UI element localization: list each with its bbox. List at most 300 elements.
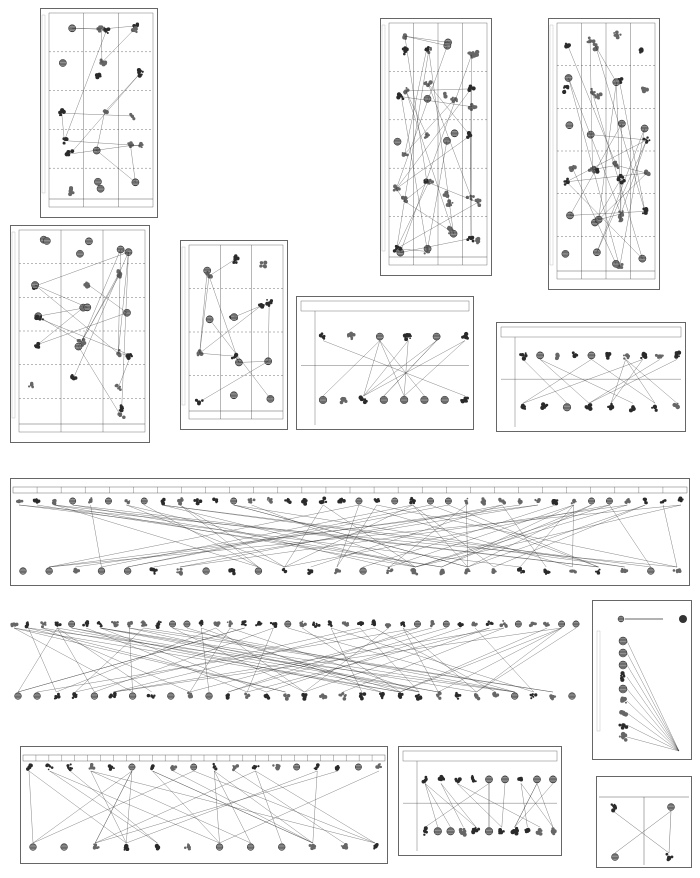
emblem-icon (177, 497, 184, 505)
emblem-icon (33, 498, 41, 504)
emblem-icon (511, 693, 518, 700)
link-line (428, 84, 471, 197)
emblem-icon (498, 828, 505, 834)
emblem-icon (629, 405, 636, 412)
emblem-icon (441, 396, 449, 404)
link-line (441, 783, 463, 827)
link-line (384, 341, 437, 396)
emblem-icon (619, 685, 627, 693)
emblem-icon (588, 352, 595, 359)
emblem-icon (319, 396, 327, 404)
link-line (323, 341, 465, 396)
table-diagram (6, 600, 584, 718)
emblem-icon (116, 349, 121, 357)
link-line (337, 505, 377, 567)
emblem-icon (517, 777, 523, 782)
link-line (89, 285, 127, 313)
emblem-icon (595, 569, 601, 575)
emblem-icon (498, 498, 506, 505)
link-line (49, 505, 538, 567)
emblem-icon (360, 568, 367, 575)
link-line (228, 628, 446, 692)
emblem-icon (607, 403, 614, 411)
emblem-icon (129, 693, 136, 700)
emblem-icon (115, 384, 122, 391)
emblem-icon (385, 623, 391, 628)
emblem-icon (141, 620, 148, 627)
emblem-icon (125, 353, 133, 360)
link-line (37, 628, 417, 692)
link-line (62, 113, 65, 140)
link-line (404, 201, 449, 230)
link-line (597, 140, 647, 252)
emblem-icon (434, 827, 442, 835)
emblem-icon (76, 250, 83, 257)
link-line (396, 89, 471, 189)
table-diagram (297, 297, 473, 429)
table-sheet-6 (296, 296, 474, 430)
emblem-icon (400, 396, 408, 404)
link-line (570, 124, 622, 216)
emblem-icon (184, 843, 191, 850)
emblem-icon (193, 498, 202, 505)
table-diagram (497, 323, 685, 431)
table-sheet-2 (380, 18, 492, 276)
link-line (627, 737, 679, 751)
table-diagram (41, 9, 157, 217)
emblem-icon (52, 499, 57, 505)
emblem-icon (228, 568, 235, 575)
emblem-icon (605, 352, 611, 360)
link-line (566, 173, 646, 182)
link-line (81, 249, 120, 342)
link-line (397, 181, 429, 248)
link-line (627, 653, 679, 751)
emblem-icon (337, 498, 346, 504)
emblem-icon (551, 499, 558, 505)
link-line (380, 341, 425, 396)
link-line (210, 319, 271, 399)
emblem-icon (555, 353, 560, 361)
emblem-icon (68, 621, 74, 627)
emblem-icon (620, 568, 628, 573)
link-line (19, 505, 677, 567)
emblem-icon (149, 567, 157, 574)
emblem-icon (212, 497, 218, 503)
emblem-icon (356, 498, 362, 504)
table-sheet-12 (398, 746, 562, 856)
emblem-icon (155, 621, 161, 630)
emblem-icon (569, 569, 577, 573)
side-caption (182, 247, 185, 405)
emblem-icon (95, 73, 102, 80)
link-line (502, 505, 546, 567)
emblem-icon (433, 333, 440, 340)
link-line (540, 359, 633, 403)
link-line (78, 347, 120, 416)
link-line (323, 505, 415, 567)
link-line (100, 628, 266, 692)
emblem-icon (543, 622, 550, 627)
emblem-icon (341, 843, 348, 850)
emblem-icon (534, 498, 540, 503)
link-line (374, 628, 495, 692)
emblem-icon (639, 47, 644, 53)
emblem-icon (678, 496, 684, 502)
emblem-icon (314, 763, 320, 770)
emblem-icon (105, 498, 111, 504)
emblem-icon (501, 776, 508, 783)
table-diagram (181, 241, 287, 429)
link-line (91, 771, 127, 843)
link-line (397, 202, 478, 248)
link-line (364, 341, 380, 396)
emblem-icon (91, 693, 98, 700)
emblem-icon (187, 692, 193, 699)
emblem-icon (641, 125, 648, 132)
link-line (73, 505, 599, 567)
link-line (596, 46, 645, 211)
emblem-icon (392, 498, 398, 504)
link-line (442, 505, 574, 567)
table-sheet-8 (10, 478, 690, 586)
link-line (404, 341, 465, 396)
table-sheet-7 (496, 322, 686, 432)
emblem-icon (475, 198, 482, 207)
emblem-icon (403, 333, 412, 341)
emblem-icon (379, 692, 385, 699)
emblem-icon (623, 353, 630, 360)
emblem-icon (618, 723, 628, 729)
emblem-icon (340, 397, 348, 404)
table-sheet-4 (10, 225, 150, 443)
emblem-icon (338, 692, 346, 701)
emblem-icon (97, 621, 103, 627)
emblem-icon (530, 693, 538, 699)
emblem-icon (117, 412, 125, 419)
link-line (18, 628, 245, 692)
emblem-icon (380, 396, 388, 404)
link-line (266, 628, 460, 692)
link-line (572, 168, 616, 264)
table-diagram (549, 19, 659, 289)
emblem-icon (612, 854, 619, 861)
emblem-icon (26, 763, 33, 770)
link-line (50, 771, 158, 843)
emblem-icon (519, 352, 527, 360)
link-line (627, 677, 679, 751)
emblem-icon (203, 568, 210, 575)
emblem-icon (272, 764, 280, 771)
emblem-icon (43, 237, 50, 244)
link-line (615, 811, 671, 853)
emblem-icon (111, 621, 119, 627)
emblem-icon (562, 85, 569, 94)
emblem-icon (375, 763, 382, 769)
emblem-icon (606, 498, 612, 504)
link-line (126, 505, 284, 567)
emblem-icon (124, 499, 130, 504)
emblem-icon (28, 382, 34, 388)
emblem-icon (564, 43, 571, 49)
emblem-icon (640, 352, 647, 359)
emblem-icon (161, 498, 166, 506)
emblem-icon (524, 828, 530, 834)
emblem-icon (230, 392, 237, 399)
emblem-icon (461, 332, 469, 340)
table-diagram (381, 19, 491, 275)
link-line (396, 189, 404, 201)
side-caption (42, 15, 45, 193)
link-line (33, 771, 132, 843)
link-line (406, 91, 454, 234)
emblem-icon (660, 499, 667, 503)
emblem-icon (225, 693, 229, 699)
link-line (405, 98, 455, 154)
link-line (404, 341, 408, 396)
link-line (57, 628, 419, 692)
side-caption (382, 25, 385, 251)
emblem-icon (655, 354, 664, 359)
table-sheet-10 (592, 600, 692, 760)
link-line (415, 505, 681, 567)
emblem-icon (34, 693, 41, 700)
emblem-icon (30, 844, 37, 851)
emblem-icon (510, 827, 519, 836)
header-row (301, 301, 469, 311)
emblem-icon (430, 620, 435, 627)
emblem-icon (248, 498, 256, 504)
emblem-icon (533, 776, 540, 783)
link-line (669, 811, 671, 853)
emblem-icon (65, 149, 75, 156)
link-line (364, 341, 437, 396)
link-line (425, 783, 451, 827)
link-line (14, 628, 400, 692)
link-line (406, 89, 471, 91)
emblem-icon (647, 568, 654, 575)
emblem-icon (423, 826, 428, 836)
link-line (214, 771, 313, 843)
link-line (471, 55, 472, 239)
emblem-icon (618, 210, 624, 217)
side-caption (12, 232, 15, 418)
link-line (209, 259, 235, 276)
emblem-icon (15, 693, 22, 700)
emblem-icon (355, 764, 361, 770)
link-line (200, 353, 236, 356)
link-line (523, 359, 591, 403)
table-sheet-5 (180, 240, 288, 430)
table-diagram (597, 777, 691, 867)
emblem-icon (252, 765, 260, 770)
link-line (448, 505, 598, 567)
link-line (128, 505, 449, 567)
link-line (627, 689, 679, 751)
emblem-icon (427, 498, 433, 504)
link-line (64, 30, 106, 141)
emblem-icon (455, 692, 462, 700)
emblem-icon (307, 569, 313, 575)
link-line (466, 505, 467, 567)
link-line (154, 505, 538, 567)
emblem-icon (445, 498, 451, 504)
emblem-icon (167, 693, 174, 700)
link-line (38, 308, 84, 345)
link-line (200, 271, 208, 354)
link-line (523, 359, 643, 403)
emblem-icon (169, 621, 175, 627)
emblem-icon (61, 844, 68, 851)
link-line (627, 713, 679, 751)
emblem-icon (588, 498, 594, 504)
table-diagram (11, 226, 149, 442)
emblem-icon (594, 92, 603, 99)
emblem-icon (486, 621, 494, 627)
emblem-icon (255, 621, 262, 627)
emblem-icon (68, 186, 74, 196)
link-line (118, 249, 120, 353)
emblem-icon (119, 404, 124, 412)
table-frame (19, 230, 145, 432)
link-line (397, 50, 429, 248)
table-sheet-1 (40, 8, 158, 218)
emblem-icon (124, 844, 130, 851)
emblem-icon (342, 621, 349, 626)
link-line (619, 80, 645, 211)
emblem-icon (619, 661, 627, 669)
emblem-icon (247, 844, 254, 851)
emblem-icon (439, 569, 445, 576)
emblem-icon (668, 804, 675, 811)
emblem-icon (517, 567, 525, 574)
link-line (228, 628, 417, 692)
emblem-icon (520, 404, 526, 410)
link-line (29, 771, 33, 843)
emblem-icon (620, 697, 627, 704)
link-line (38, 316, 81, 342)
emblem-icon (566, 122, 573, 129)
link-line (38, 307, 87, 316)
emblem-icon (69, 498, 75, 504)
emblem-icon (319, 497, 327, 505)
link-line (570, 211, 645, 215)
link-line (18, 628, 57, 692)
table-sheet-9 (6, 600, 584, 718)
emblem-icon (66, 763, 73, 771)
emblem-icon (72, 692, 78, 699)
table-sheet-3 (548, 18, 660, 290)
link-line (566, 140, 646, 182)
emblem-icon (468, 103, 478, 111)
emblem-icon (227, 620, 233, 627)
emblem-icon (620, 671, 625, 682)
link-line (405, 36, 447, 46)
emblem-icon (230, 313, 237, 320)
emblem-icon (141, 498, 147, 504)
link-line (523, 359, 567, 403)
emblem-icon (423, 80, 432, 87)
emblem-icon (643, 498, 648, 505)
link-line (73, 505, 442, 567)
emblem-icon (481, 497, 486, 505)
emblem-icon (31, 281, 38, 288)
link-line (173, 628, 515, 692)
table-diagram (11, 479, 689, 585)
link-line (566, 182, 642, 259)
emblem-icon (673, 568, 682, 573)
link-line (537, 783, 553, 827)
emblem-icon (334, 568, 341, 574)
emblem-icon (97, 185, 104, 192)
emblem-icon (651, 405, 658, 412)
emblem-icon (443, 92, 448, 99)
emblem-icon (137, 68, 144, 78)
link-line (428, 84, 470, 136)
link-line (468, 505, 645, 567)
emblem-icon (85, 238, 92, 245)
table-diagram (399, 747, 561, 855)
emblem-icon (400, 621, 405, 627)
emblem-icon (443, 191, 450, 198)
emblem-icon (40, 621, 46, 628)
link-line (95, 771, 338, 843)
link-line (102, 30, 133, 62)
emblem-icon (499, 620, 507, 628)
emblem-icon (474, 693, 480, 700)
emblem-icon (73, 568, 80, 574)
emblem-icon (129, 764, 135, 770)
emblem-icon (613, 30, 621, 39)
link-line (425, 783, 476, 827)
link-line (28, 628, 514, 692)
emblem-icon (611, 803, 618, 812)
emblem-icon (436, 691, 442, 700)
emblem-icon (471, 621, 477, 626)
link-line (616, 82, 621, 214)
emblem-icon (666, 853, 674, 861)
link-line (396, 46, 447, 189)
emblem-icon (285, 621, 291, 627)
emblem-icon (549, 694, 556, 700)
link-line (49, 505, 681, 567)
emblem-icon (491, 568, 496, 574)
link-line (101, 26, 135, 29)
emblem-icon (396, 92, 404, 100)
emblem-icon (373, 843, 378, 850)
link-line (626, 359, 677, 403)
emblem-icon (270, 622, 277, 628)
emblem-icon (443, 137, 450, 144)
emblem-icon (232, 764, 239, 771)
link-line (404, 181, 429, 201)
emblem-icon (394, 138, 401, 145)
link-line (597, 128, 645, 252)
link-line (364, 341, 465, 396)
emblem-icon (283, 693, 290, 700)
link-line (457, 783, 540, 827)
emblem-icon (98, 568, 105, 575)
link-line (91, 771, 375, 843)
link-line (129, 628, 553, 692)
link-line (239, 361, 268, 362)
link-line (131, 146, 136, 183)
emblem-icon (585, 403, 593, 411)
link-line (62, 113, 132, 116)
emblem-icon (124, 568, 131, 575)
emblem-icon (131, 26, 138, 33)
emblem-icon (563, 403, 571, 411)
